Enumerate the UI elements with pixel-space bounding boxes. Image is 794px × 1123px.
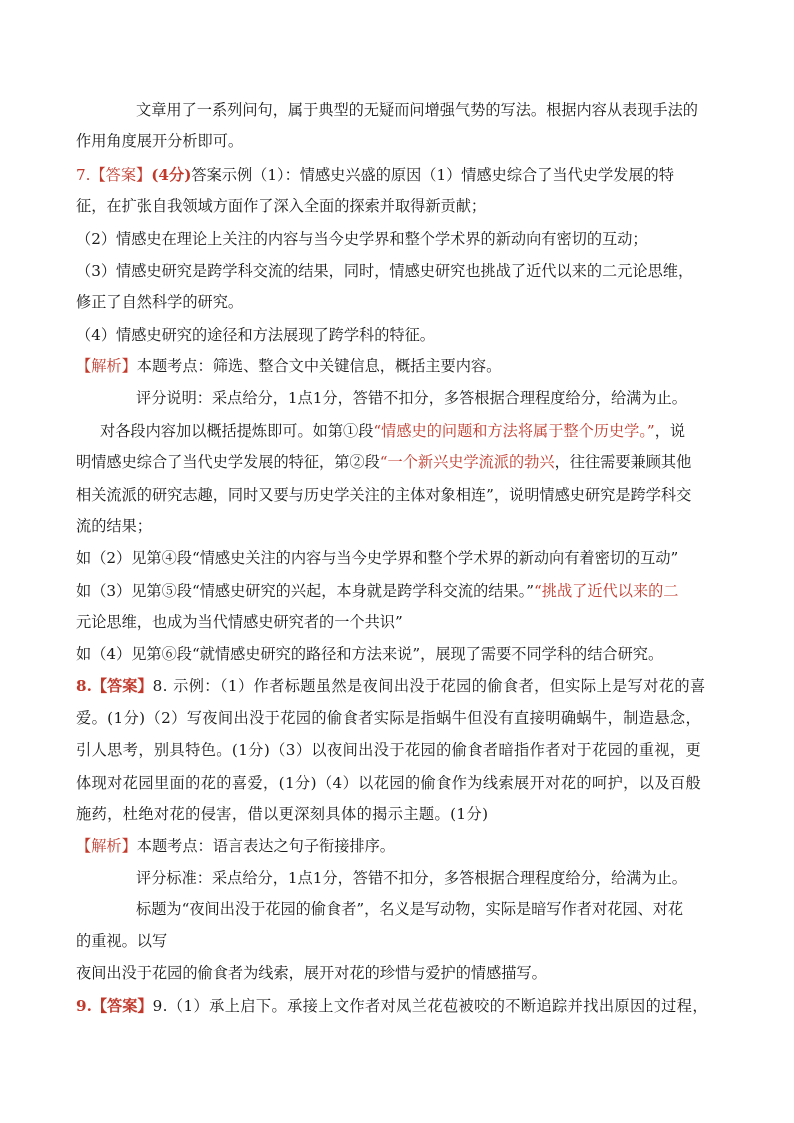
text-run: 【解析】 [76, 837, 137, 855]
text-line [136, 383, 736, 413]
text-run: （3）情感史研究是跨学科交流的结果，同时，情感史研究也挑战了近代以来的二元论思维， [76, 262, 694, 280]
text-run: 如（4）见第⑥段“就情感史研究的路径和方法来说”，展现了需要不同学科的结合研究。 [76, 645, 664, 663]
text-line [100, 416, 736, 446]
text-line [76, 671, 736, 701]
text-line [76, 607, 736, 637]
text-line [76, 926, 736, 956]
text-line [76, 831, 736, 861]
text-run: 9.（1）承上启下。承接上文作者对凤兰花苞被咬的不断追踪并找出原因的过程， [152, 997, 708, 1015]
text-run: 流的结果； [76, 517, 152, 535]
text-run: （4）情感史研究的途径和方法展现了跨学科的特征。 [76, 326, 435, 344]
text-run: (4分) [151, 166, 192, 184]
text-run: 8. 示例：（1）作者标题虽然是夜间出没于花园的偷食者，但实际上是写对花的喜 [152, 677, 706, 695]
text-line [76, 320, 736, 350]
text-run: 的重视。以写 [76, 932, 168, 950]
text-line [76, 287, 736, 317]
text-line [76, 768, 736, 798]
text-line [76, 576, 736, 606]
text-run: ，说 [654, 422, 686, 440]
text-run: 征，在扩张自我领域方面作了深入全面的探索并取得新贡献； [76, 197, 487, 215]
text-run: 评分标准：采点给分，1点1分，答错不扣分，多答根据合理程度给分，给满为止。 [136, 869, 687, 887]
text-run: 答案示例（1）：情感史兴盛的原因（1）情感史综合了当代史学发展的特 [191, 166, 674, 184]
text-line [76, 511, 736, 541]
text-run: 对各段内容加以概括提炼即可。如第①段 [100, 422, 374, 440]
text-run: 施药，杜绝对花的侵害，借以更深刻具体的揭示主题。(1分) [76, 805, 489, 823]
text-run: 本题考点：筛选、整合文中关键信息，概括主要内容。 [136, 357, 502, 375]
text-run: 作用角度展开分析即可。 [76, 132, 244, 150]
text-line [76, 351, 736, 381]
text-line [76, 958, 736, 988]
text-run: “一个新兴史学流派的勃兴 [379, 453, 555, 471]
text-run: 修正了自然科学的研究。 [76, 293, 244, 311]
text-line [76, 799, 736, 829]
text-run: 9.【答案】 [76, 997, 153, 1015]
text-run: 评分说明：采点给分，1点1分，答错不扣分，多答根据合理程度给分，给满为止。 [136, 389, 687, 407]
text-run: ，往往需要兼顾其他 [554, 453, 692, 471]
text-run: 体现对花园里面的花的喜爱，(1分)（4）以花园的偷食作为线索展开对花的呵护，以及百般 [76, 774, 702, 792]
text-line [136, 894, 736, 924]
text-line [76, 703, 736, 733]
text-line [76, 224, 736, 254]
text-line [76, 543, 736, 573]
text-run: 【解析】 [76, 357, 137, 375]
text-line [76, 480, 736, 510]
text-line [76, 735, 736, 765]
text-run: 标题为“夜间出没于花园的偷食者”，名义是写动物，实际是暗写作者对花园、对花 [136, 900, 684, 918]
text-run: 元论思维，也成为当代情感史研究者的一个共识” [76, 613, 403, 631]
text-run: “情感史的问题和方法将属于整个历史学。” [373, 422, 655, 440]
text-line [76, 256, 736, 286]
text-run: 7.【答案】 [76, 166, 152, 184]
text-run: 夜间出没于花园的偷食者为线索，展开对花的珍惜与爱护的情感描写。 [76, 964, 547, 982]
text-line [76, 447, 736, 477]
text-run: 文章用了一系列问句，属于典型的无疑而问增强气势的写法。根据内容从表现手法的 [136, 101, 698, 119]
text-run: 明情感史综合了当代史学发展的特征，第②段 [76, 453, 380, 471]
text-run: 引人思考，别具特色。(1分)（3）以夜间出没于花园的偷食者暗指作者对于花园的重视，更 [76, 741, 702, 759]
text-run: “挑战了近代以来的二 [534, 582, 679, 600]
text-run: 爱。(1分)（2）写夜间出没于花园的偷食者实际是指蜗牛但没有直接明确蜗牛，制造悬念， [76, 709, 702, 727]
text-line [76, 639, 736, 669]
text-run: 相关流派的研究志趣，同时又要与历史学关注的主体对象相连”，说明情感史研究是跨学科交 [76, 486, 692, 504]
text-run: 本题考点：语言表达之句子衔接排序。 [136, 837, 395, 855]
text-run: 如（2）见第④段“情感史关注的内容与当今史学界和整个学术界的新动向有着密切的互动” [76, 549, 679, 567]
text-run: （2）情感史在理论上关注的内容与当今史学界和整个学术界的新动向有密切的互动； [76, 230, 648, 248]
text-line [76, 126, 736, 156]
text-line [76, 991, 736, 1021]
text-line [136, 95, 736, 125]
text-line [76, 191, 736, 221]
text-run: 8.【答案】 [76, 677, 153, 695]
text-line [76, 160, 736, 190]
text-run: 如（3）见第⑤段“情感史研究的兴起，本身就是跨学科交流的结果。” [76, 582, 535, 600]
text-line [136, 863, 736, 893]
